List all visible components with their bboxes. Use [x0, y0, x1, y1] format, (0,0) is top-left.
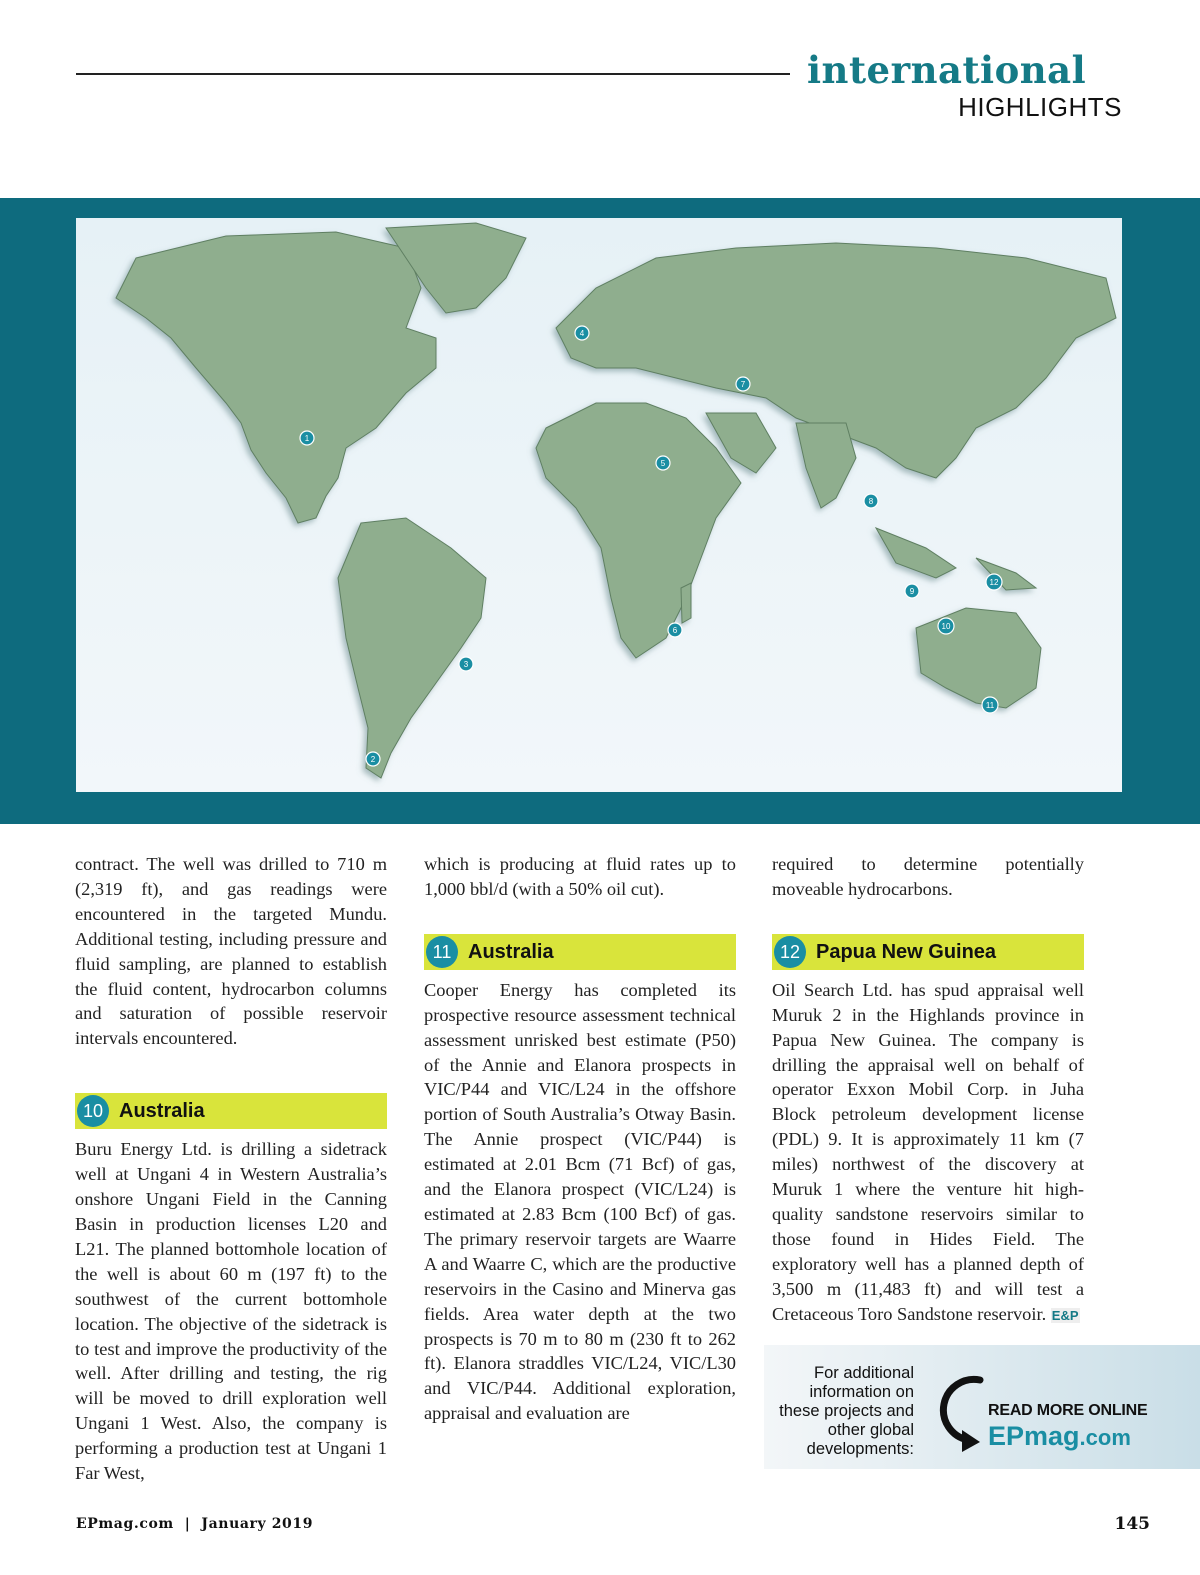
- svg-text:8: 8: [868, 497, 874, 506]
- section-label: Australia: [468, 940, 554, 963]
- section-header-11: [424, 934, 736, 970]
- svg-text:1: 1: [304, 434, 310, 443]
- svg-text:9: 9: [909, 587, 915, 596]
- world-map: [76, 218, 1122, 792]
- section-number: 10: [77, 1095, 109, 1127]
- map-marker-7: [736, 377, 750, 391]
- brand-tld: .com: [1079, 1425, 1131, 1450]
- column-3: [772, 852, 1084, 1329]
- map-marker-3: [459, 657, 473, 671]
- section-title: international: [807, 48, 1087, 92]
- svg-text:6: 6: [672, 626, 678, 635]
- map-marker-8: [864, 494, 878, 508]
- map-marker-10: [938, 618, 954, 634]
- svg-text:3: 3: [463, 660, 469, 669]
- svg-text:7: 7: [740, 380, 746, 389]
- column-2: [424, 852, 736, 1426]
- madagascar: [681, 583, 691, 623]
- section-subtitle: HIGHLIGHTS: [958, 92, 1122, 122]
- map-marker-4: [575, 326, 589, 340]
- svg-text:10: 10: [941, 622, 951, 631]
- body-text: Oil Search Ltd. has spud appraisal well Muruk 2 in the Highlands province in Papua New Guinea. The company is drilling the appraisal well on behalf of operator Exxon Mobil Corp. in Juha Block petroleum development license (PDL) 9. It is approximately 11 km (7 miles) northwest of the discovery at Muruk 1 where the venture hit high-quality sandstone reservoirs similar to those found in Hides Field. The exploratory well has a planned depth of 3,500 m (11,483 ft) and will test a Cretaceous Toro Sandstone reservoir.: [772, 979, 1084, 1324]
- body-paragraph: Cooper Energy has completed its prospective resource assessment technical assessment unrisked best estimate (P50) of the Annie and Elanora prospects in VIC/P44 and VIC/L24 in the offshore portion of South Australia’s Otway Basin. The Annie prospect (VIC/P44) is estimated at 2.01 Bcm (71 Bcf) of gas, and the Elanora prospect (VIC/L24) is estimated at 2.83 Bcm (100 Bcf) of gas. The primary reservoir targets are Waarre A and Waarre C, which are the productive reservoirs in the Casino and Minerva gas fields. Area water depth at the two prospects is 70 m to 80 m (230 ft to 262 ft). Elanora straddles VIC/L24, VIC/L30 and VIC/P44. Additional exploration, appraisal and evaluation are: [424, 979, 736, 1424]
- map-marker-5: [656, 456, 670, 470]
- section-header-10: [75, 1093, 387, 1129]
- brand-name: EPmag: [988, 1421, 1080, 1451]
- end-mark: E&P: [1051, 1307, 1079, 1323]
- section-label: Australia: [119, 1100, 205, 1123]
- read-more-link[interactable]: READ MORE ONLINE: [988, 1402, 1148, 1419]
- svg-text:2: 2: [370, 755, 376, 764]
- map-marker-6: [668, 623, 682, 637]
- section-label: Papua New Guinea: [816, 940, 997, 963]
- map-marker-2: [366, 752, 380, 766]
- body-paragraph: which is producing at fluid rates up to 1,000 bbl/d (with a 50% oil cut).: [424, 854, 736, 899]
- section-number: 11: [426, 936, 458, 968]
- svg-text:11: 11: [985, 701, 995, 710]
- promo-text: For additional information on these projects and other global developments:: [779, 1364, 914, 1458]
- map-marker-9: [905, 584, 919, 598]
- svg-text:4: 4: [579, 329, 585, 338]
- svg-text:12: 12: [989, 578, 999, 587]
- section-header-12: [772, 934, 1084, 970]
- footer-source: EPmag.com | January 2019: [76, 1516, 314, 1532]
- header-rule: [76, 73, 790, 75]
- site-brand-link[interactable]: [988, 1421, 1131, 1452]
- map-marker-11: [982, 697, 998, 713]
- column-1: [75, 852, 387, 1486]
- body-paragraph: contract. The well was drilled to 710 m (2,319 ft), and gas readings were encountered in the targeted Mundu. Additional testing, including pressure and fluid sampling, are planned to establish the fluid content, hydrocarbon columns and saturation of possible reservoir intervals encountered.: [75, 854, 387, 1049]
- map-marker-12: [986, 574, 1002, 590]
- body-paragraph: [772, 978, 1084, 1329]
- body-paragraph: required to determine potentially moveable hydrocarbons.: [772, 854, 1084, 899]
- body-paragraph: Buru Energy Ltd. is drilling a sidetrack well at Ungani 4 in Western Australia’s onshore Ungani Field in the Canning Basin in production licenses L20 and L21. The planned bottomhole location of the well is about 60 m (197 ft) to the southwest of the current bottomhole location. The objective of the sidetrack is to test and improve the productivity of the well. After drilling and testing, the rig will be moved to drill exploration well Ungani 1 West. Also, the company is performing a production test at Ungani 1 Far West,: [75, 1139, 387, 1484]
- map-marker-1: [300, 431, 314, 445]
- svg-text:5: 5: [660, 459, 666, 468]
- section-number: 12: [774, 936, 806, 968]
- page-number: 145: [1114, 1514, 1150, 1534]
